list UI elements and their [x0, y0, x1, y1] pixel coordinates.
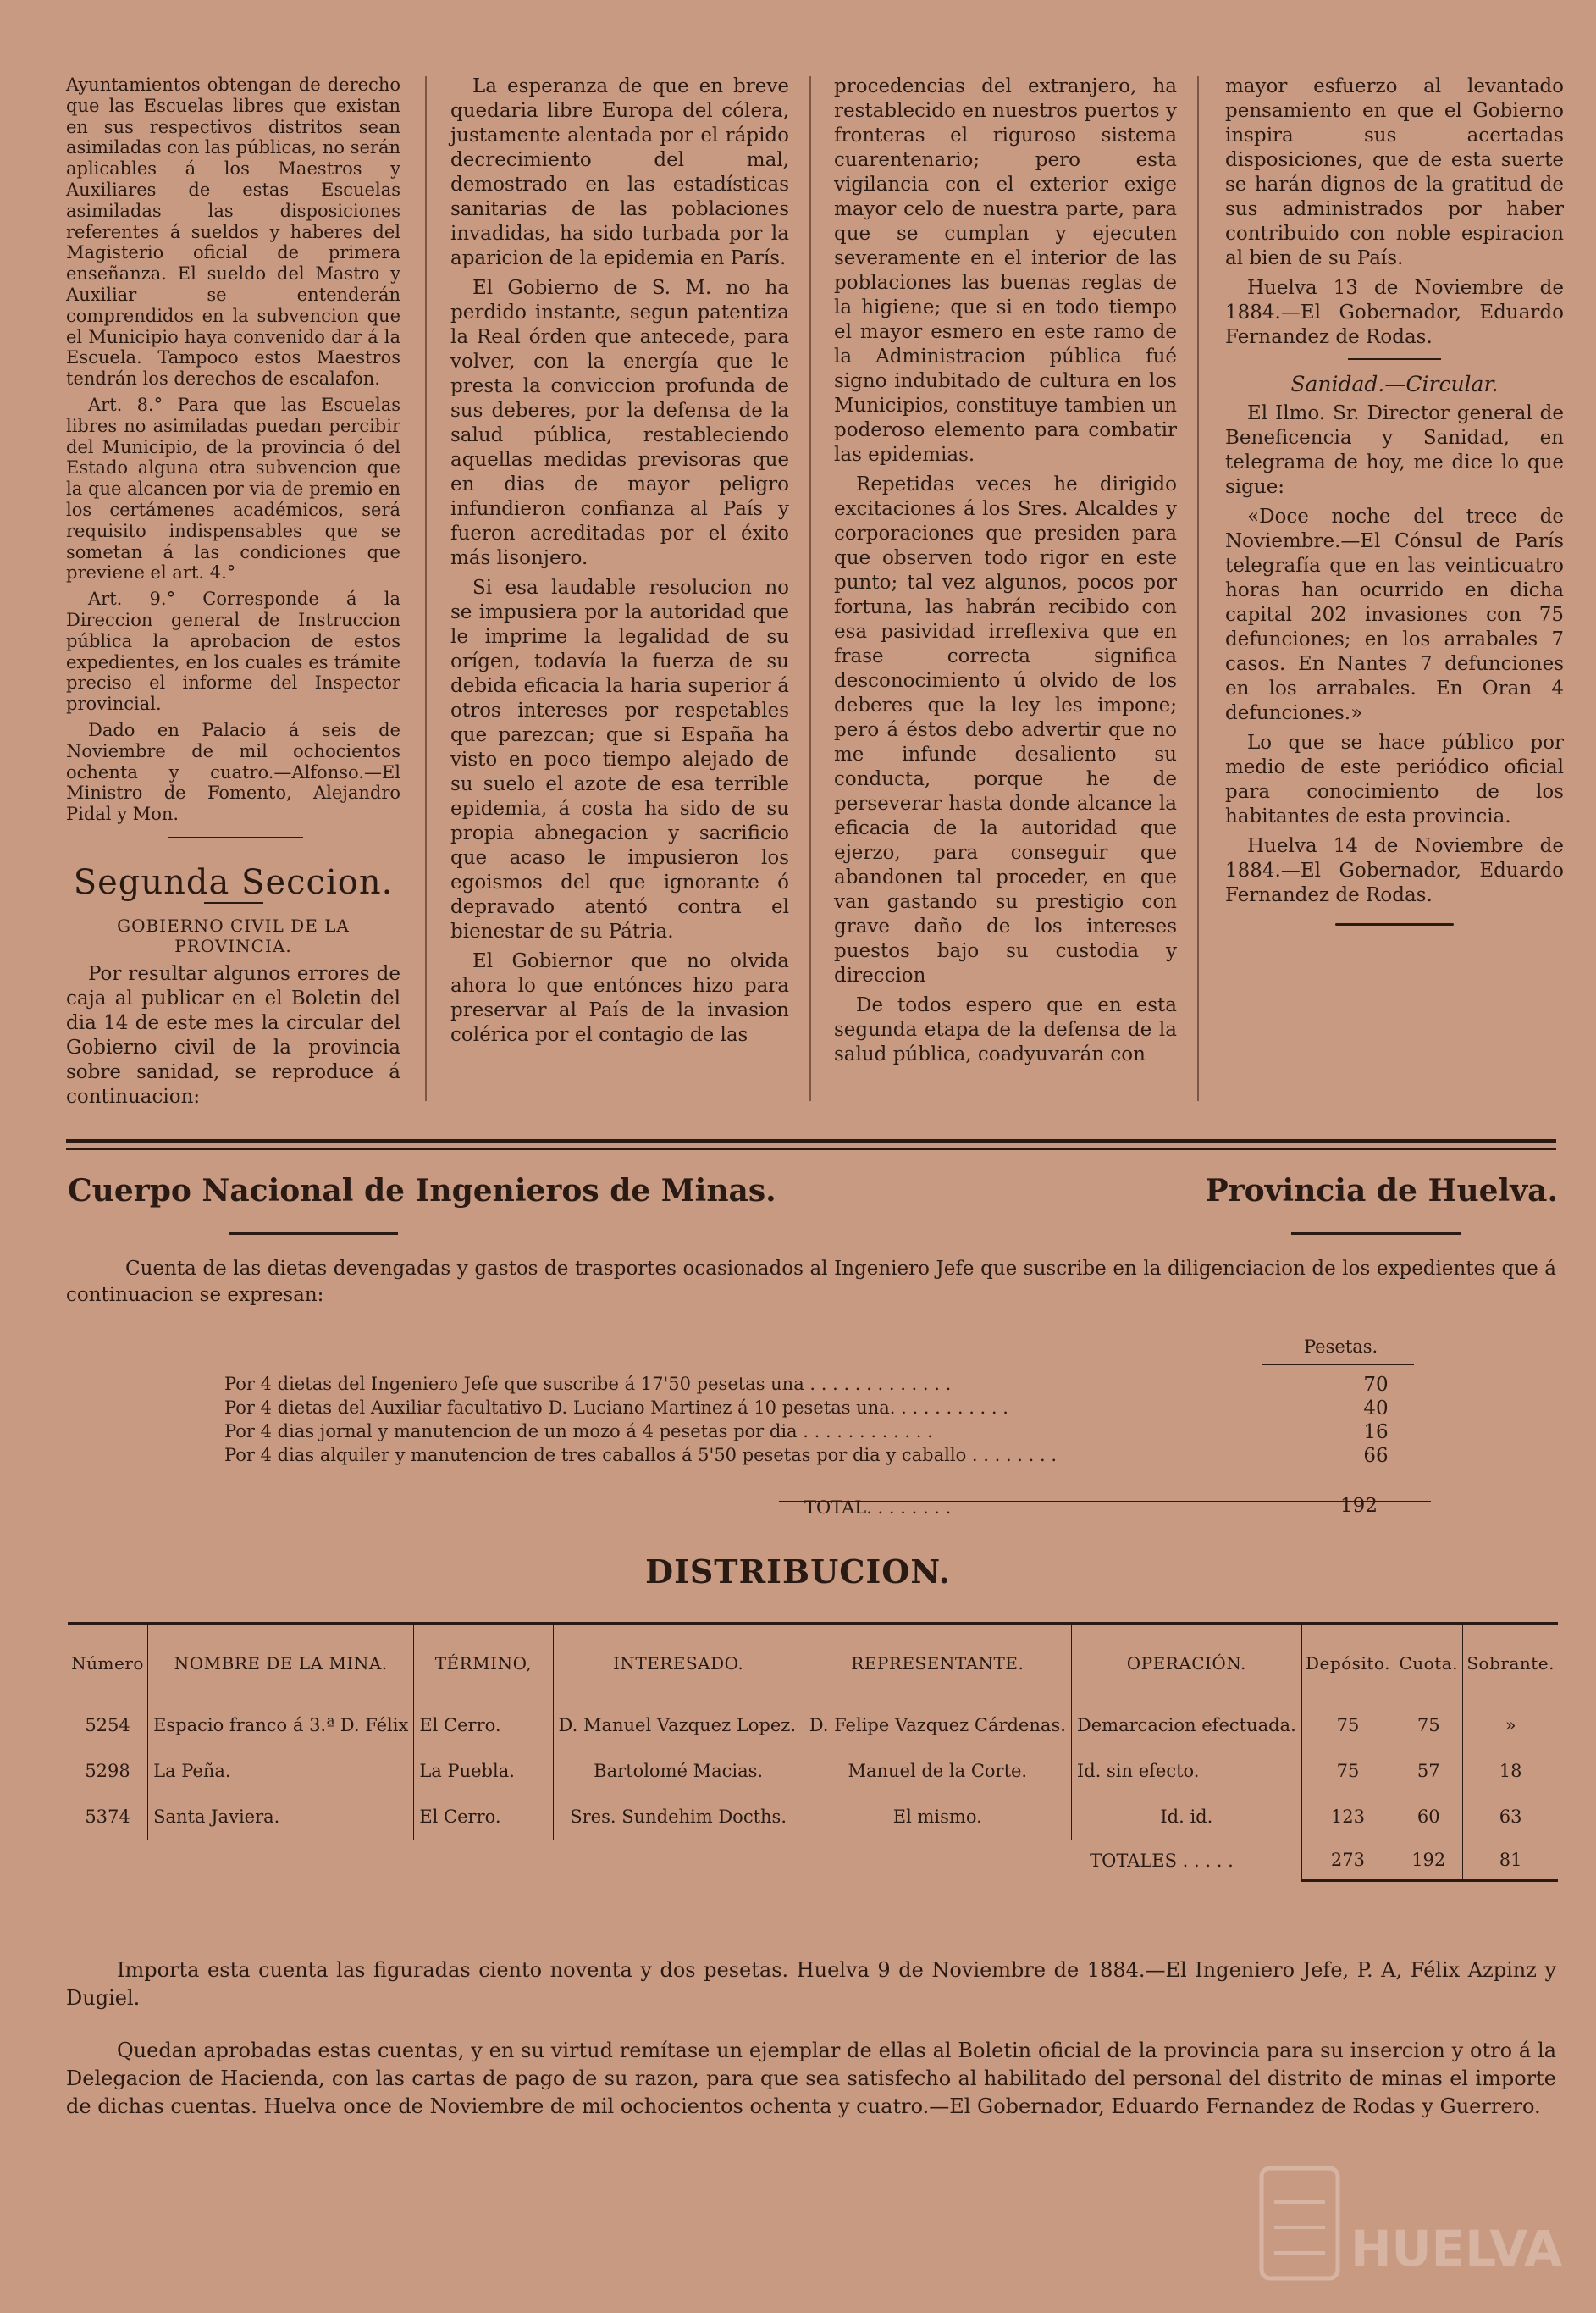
cell: D. Manuel Vazquez Lopez.: [553, 1702, 804, 1749]
column-4: [1225, 75, 1564, 926]
total-value: 192: [1340, 1495, 1378, 1517]
paragraph: Si esa laudable resolucion no se impusiera por la autoridad que le imprime la legalidad de su orígen, todavía la fuerza de su debida eficacia la haria superior á otros intereses por respetables que parezcan; que si España ha visto en poco tiempo alejado de su suelo el azote de esa terrible epidemia, á costa ha sido de su propia abnegacion y sacrificio que acaso le impusieron los egoismos del que ignorante ó depravado atentó contra el bienestar de su Pátria.: [450, 577, 789, 943]
col-header: INTERESADO.: [553, 1624, 804, 1702]
paragraph: Art. 9.° Corresponde á la Direccion general de Instruccion pública la aprobacion de estos expedientes, en los cuales es trámite preciso el informe del Inspector provincial.: [66, 589, 400, 715]
separator-rule: [66, 1139, 1556, 1143]
cell: 75: [1301, 1702, 1394, 1749]
table-row: [68, 1794, 1558, 1840]
col-header: REPRESENTANTE.: [804, 1624, 1071, 1702]
cell: Santa Javiera.: [148, 1794, 414, 1840]
approval-paragraph: Quedan aprobadas estas cuentas, y en su virtud remítase un ejemplar de ellas al Boletin oficial de la provincia para su insercion y otro á la Delegacion de Hacienda, con las cartas de pago de su razon, para que sea satisfecho al habilitado del personal del distrito de minas el importe de dichas cuentas. Huelva once de Noviembre de mil ochocientos ochenta y cuatro.—El Gobernador, Eduardo Fernandez de Rodas y Guerrero.: [66, 2039, 1556, 2118]
cell: Bartolomé Macias.: [553, 1748, 804, 1794]
paragraph: Repetidas veces he dirigido excitaciones á los Sres. Alcaldes y corporaciones que presiden para que observen todo rigor en este punto; tal vez algunos, pocos por fortuna, las habrán recibido con esa pasividad irreflexiva que en frase correcta significa desconocimiento ú olvido de los deberes que la ley les impone; pero á éstos debo advertir que no me infunde desaliento su conducta, porque he de perseverar hasta donde alcance la eficacia de la autoridad que ejerzo, para conseguir que abandonen tal proceder, en que van gastando su prestigio con grave daño de los intereses puestos bajo su custodia y direccion: [834, 473, 1177, 987]
watermark-text: HUELVA: [1350, 2220, 1563, 2277]
cell: 5254: [85, 1715, 130, 1735]
cost-row: [224, 1445, 1389, 1469]
column-1: [66, 75, 400, 1115]
cost-row: [224, 1374, 1389, 1397]
cost-label: Por 4 dietas del Auxiliar facultativo D. Luciano Martinez á 10 pesetas una. . . . . . . . . . .: [224, 1397, 1008, 1418]
col-header: Número: [71, 1653, 144, 1674]
cell: 18: [1463, 1748, 1558, 1794]
cell: 75: [1394, 1702, 1463, 1749]
paragraph: Huelva 13 de Noviembre de 1884.—El Gobernador, Eduardo Fernandez de Rodas.: [1225, 277, 1564, 348]
totals-label: TOTALES . . . . .: [1090, 1850, 1234, 1871]
province-heading: Provincia de Huelva.: [1205, 1173, 1558, 1209]
paragraph: «Doce noche del trece de Noviembre.—El Cónsul de París telegrafía que en las veinticuatro horas han ocurrido en dicha capital 202 invasiones con 75 defunciones; en los arrabales 7 casos. En Nantes 7 defunciones en los arrabales. En Oran 4 defunciones.»: [1225, 506, 1564, 724]
pesetas-header: Pesetas.: [1304, 1336, 1378, 1357]
cell: El Cerro.: [414, 1702, 553, 1749]
paragraph: Lo que se hace público por medio de este periódico oficial para conocimiento de los habitantes de esta provincia.: [1225, 732, 1564, 827]
column-2: [450, 75, 789, 1053]
cell: El mismo.: [804, 1794, 1071, 1840]
table-header-row: [68, 1624, 1558, 1702]
col-header: Cuota.: [1394, 1624, 1463, 1702]
divider: [1348, 358, 1441, 360]
cell: 57: [1394, 1748, 1463, 1794]
paragraph: El Ilmo. Sr. Director general de Beneficencia y Sanidad, en telegrama de hoy, me dice lo que sigue:: [1225, 402, 1564, 498]
table-row: [68, 1748, 1558, 1794]
mining-corps-heading: Cuerpo Nacional de Ingenieros de Minas.: [68, 1173, 776, 1209]
cell: 123: [1301, 1794, 1394, 1840]
cell: La Peña.: [148, 1748, 414, 1794]
totals-row: [68, 1840, 1558, 1881]
divider: [204, 902, 263, 904]
cost-label: Por 4 dietas del Ingeniero Jefe que suscribe á 17'50 pesetas una . . . . . . . . . . . . .: [224, 1374, 952, 1394]
distribution-table: [68, 1622, 1558, 1882]
column-divider: [425, 76, 427, 1101]
paragraph: procedencias del extranjero, ha restablecido en nuestros puertos y fronteras el riguroso sistema cuarentenario; pero esta vigilancia con el exterior exige mayor celo de nuestra parte, para que se cumplan y ejecuten severamente en el interior de las poblaciones las buenas reglas de la higiene; que si en todo tiempo el mayor esmero en este ramo de la Administracion pública fué signo indubitado de cultura en los Municipios, constituye tambien un poderoso elemento para combatir las epidemias.: [834, 75, 1177, 466]
cost-row: [224, 1421, 1389, 1445]
account-intro: Cuenta de las dietas devengadas y gastos de trasportes ocasionados al Ingeniero Jefe que suscribe en la diligenciacion de los expedientes que á continuacion se expresan:: [66, 1258, 1556, 1306]
cell: 60: [1394, 1794, 1463, 1840]
cell: 5374: [68, 1794, 148, 1840]
cell: Id. id.: [1071, 1794, 1301, 1840]
cell: Espacio franco á 3.ª D. Félix: [148, 1702, 414, 1749]
paragraph: Huelva 14 de Noviembre de 1884.—El Gobernador, Eduardo Fernandez de Rodas.: [1225, 835, 1564, 906]
huelva-logo-watermark: [1253, 2151, 1563, 2295]
paragraph: mayor esfuerzo al levantado pensamiento en que el Gobierno inspira sus acertadas disposiciones, que de esta suerte se harán dignos de la gratitud de sus administrados por haber contribuido con noble espiracion al bien de su País.: [1225, 75, 1564, 269]
paragraph: El Gobiernor que no olvida ahora lo que entónces hizo para preservar al País de la invasion colérica por el contagio de las: [450, 950, 789, 1046]
cost-label: Por 4 dias alquiler y manutencion de tres caballos á 5'50 pesetas por dia y caballo . . . . . . . .: [224, 1445, 1058, 1465]
cell: 273: [1301, 1840, 1394, 1881]
cell: Id. sin efecto.: [1071, 1748, 1301, 1794]
column-divider: [1197, 76, 1199, 1101]
cost-label: Por 4 dias jornal y manutencion de un mozo á 4 pesetas por dia . . . . . . . . . . . .: [224, 1421, 933, 1441]
cell: D. Felipe Vazquez Cárdenas.: [804, 1702, 1071, 1749]
col-header: TÉRMINO,: [414, 1624, 553, 1702]
cell: 5298: [85, 1761, 130, 1781]
cell: 63: [1463, 1794, 1558, 1840]
divider: [1262, 1364, 1414, 1365]
total-label: TOTAL. . . . . . . .: [804, 1497, 952, 1518]
cost-value: 70: [1363, 1374, 1389, 1396]
cell: 192: [1394, 1840, 1463, 1881]
cell: 75: [1301, 1748, 1394, 1794]
cost-value: 16: [1363, 1421, 1389, 1443]
divider: [168, 837, 303, 838]
col-header: Sobrante.: [1463, 1624, 1558, 1702]
cost-row: [224, 1397, 1389, 1421]
cell: Sres. Sundehim Docths.: [553, 1794, 804, 1840]
column-divider: [809, 76, 811, 1101]
cell: La Puebla.: [414, 1748, 553, 1794]
separator-rule: [66, 1148, 1556, 1150]
divider: [1335, 923, 1454, 926]
column-3: [834, 75, 1177, 1072]
col-header: NOMBRE DE LA MINA.: [148, 1624, 414, 1702]
col-header: OPERACIÓN.: [1071, 1624, 1301, 1702]
cell: El Cerro.: [414, 1794, 553, 1840]
cell: Demarcacion efectuada.: [1071, 1702, 1301, 1749]
paragraph: Ayuntamientos obtengan de derecho que las Escuelas libres que existan en sus respectivos distritos sean asimiladas con las públicas, no serán aplicables á los Maestros y Auxiliares de estas Escuelas asimiladas las disposiciones referentes á sueldos y haberes del Magisterio oficial de primera enseñanza. El sueldo del Mastro y Auxiliar se entenderán comprendidos en la subvencion que el Municipio haya convenido dar á la Escuela. Tampoco estos Maestros tendrán los derechos de escalafon.: [66, 75, 400, 390]
ornament-rule: [229, 1232, 398, 1235]
paragraph: El Gobierno de S. M. no ha perdido instante, segun patentiza la Real órden que antecede, para volver, con la energía que le presta la conviccion profunda de sus deberes, por la defensa de la salud pública, restableciendo aquellas medidas previsoras que en dias de mayor peligro infundieron confianza al País y fueron acreditadas por el éxito más lisonjero.: [450, 277, 789, 569]
importa-paragraph: Importa esta cuenta las figuradas ciento noventa y dos pesetas. Huelva 9 de Noviembre de 1884.—El Ingeniero Jefe, P. A, Félix Azpinz y Dugiel.: [66, 1958, 1556, 2010]
cell: »: [1463, 1702, 1558, 1749]
paragraph: Art. 8.° Para que las Escuelas libres no asimiladas puedan percibir del Municipio, de la provincia ó del Estado alguna otra subvencion que la que alcancen por via de premio en los certámenes académicos, será requisito indispensables que se sometan á las condiciones que previene el art. 4.°: [66, 394, 400, 584]
distribution-title: DISTRIBUCION.: [645, 1552, 951, 1591]
paragraph: Dado en Palacio á seis de Noviembre de mil ochocientos ochenta y cuatro.—Alfonso.—El Ministro de Fomento, Alejandro Pidal y Mon.: [66, 719, 400, 825]
col-header: Depósito.: [1301, 1624, 1394, 1702]
paragraph: De todos espero que en esta segunda etapa de la defensa de la salud pública, coadyuvarán con: [834, 994, 1177, 1065]
section-title: Segunda Seccion.: [73, 862, 394, 902]
cell: Manuel de la Corte.: [804, 1748, 1071, 1794]
circular-heading: Sanidad.—Circular.: [1290, 372, 1499, 396]
cell: 81: [1463, 1840, 1558, 1881]
table-row: [68, 1702, 1558, 1749]
cost-value: 40: [1363, 1397, 1389, 1419]
paragraph: Por resultar algunos errores de caja al publicar en el Boletin del dia 14 de este mes la circular del Gobierno civil de la provincia sobre sanidad, se reproduce á continuacion:: [66, 963, 400, 1109]
paragraph: La esperanza de que en breve quedaria libre Europa del cólera, justamente alentada por el rápido decrecimiento del mal, demostrado en las estadísticas sanitarias de las poblaciones invadidas, ha sido turbada por la aparicion de la epidemia en París.: [450, 75, 789, 269]
ornament-rule: [1291, 1232, 1461, 1235]
cost-value: 66: [1363, 1445, 1389, 1467]
section-subtitle: GOBIERNO CIVIL DE LA PROVINCIA.: [117, 915, 350, 957]
